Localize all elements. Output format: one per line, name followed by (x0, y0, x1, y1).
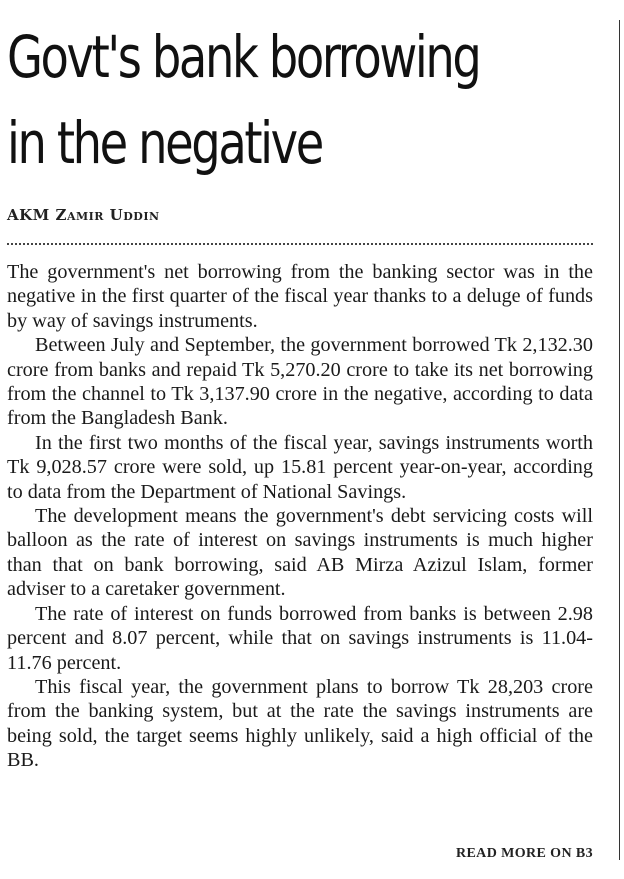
headline (7, 14, 487, 186)
paragraph-6: This fiscal year, the government plans to borrow Tk 28,203 crore from the banking system, but at the rate the savings instruments are being sold, the target seems highly unlikely, said a high official of the BB. (7, 675, 593, 772)
headline-line-2: in the negative (7, 109, 322, 177)
paragraph-2: Between July and September, the government borrowed Tk 2,132.30 crore from banks and repaid Tk 5,270.20 crore to take its net borrowing from the channel to Tk 3,137.90 crore in the negative, according to data from the Bangladesh Bank. (7, 334, 593, 430)
read-more-jump: READ MORE ON B3 (455, 846, 593, 861)
headline-line-1: Govt's bank borrowing (7, 23, 480, 91)
paragraph-4: The development means the government's debt servicing costs will balloon as the rate of interest on savings instruments is much higher than that on bank borrowing, said AB Mirza Azizul Islam, former adviser to a caretaker government. (7, 505, 593, 601)
article-body (7, 260, 593, 773)
dotted-divider (7, 243, 593, 245)
paragraph-5: The rate of interest on funds borrowed from banks is between 2.98 percent and 8.07 percent, while that on savings instruments is 11.04-11.76 percent. (7, 602, 593, 674)
column-divider (619, 20, 620, 860)
paragraph-1: The government's net borrowing from the banking sector was in the negative in the first quarter of the fiscal year thanks to a deluge of funds by way of savings instruments. (7, 261, 593, 332)
paragraph-3: In the first two months of the fiscal year, savings instruments worth Tk 9,028.57 crore were sold, up 15.81 percent year-on-year, according to data from the Department of National Savings. (7, 431, 593, 503)
byline: AKM Zamir Uddin (7, 206, 160, 224)
